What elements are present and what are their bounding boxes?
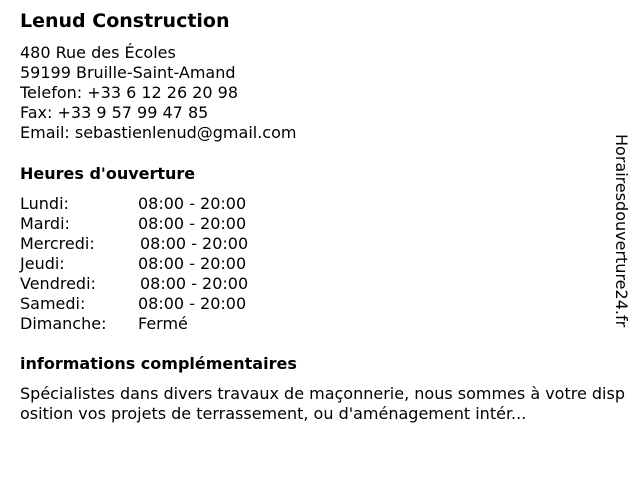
time-value: 08:00 - 20:00 xyxy=(138,294,247,313)
contact-block xyxy=(20,43,296,143)
street-address: 480 Rue des Écoles xyxy=(20,43,176,62)
day-label: Lundi: xyxy=(20,194,69,213)
phone-number: Telefon: +33 6 12 26 20 98 xyxy=(20,83,239,102)
additional-info-heading: informations complémentaires xyxy=(20,354,297,373)
city-address: 59199 Bruille-Saint-Amand xyxy=(20,63,236,82)
time-value: 08:00 - 20:00 xyxy=(140,274,249,293)
time-value: 08:00 - 20:00 xyxy=(138,254,247,273)
day-label: Mardi: xyxy=(20,214,70,233)
fax-number: Fax: +33 9 57 99 47 85 xyxy=(20,103,209,122)
site-watermark: Horairesdouverture24.fr xyxy=(612,134,631,328)
time-value: Fermé xyxy=(138,314,188,333)
time-value: 08:00 - 20:00 xyxy=(140,234,249,253)
additional-info-text: Spécialistes dans divers travaux de maçonnerie, nous sommes à votre disposition vos projets de terrassement, ou d'aménagement intér... xyxy=(20,384,625,423)
email-address: Email: sebastienlenud@gmail.com xyxy=(20,123,297,142)
day-label: Mercredi: xyxy=(20,234,95,253)
company-name: Lenud Construction xyxy=(20,10,230,32)
day-label: Dimanche: xyxy=(20,314,107,333)
opening-hours-heading: Heures d'ouverture xyxy=(20,164,196,183)
time-value: 08:00 - 20:00 xyxy=(138,214,247,233)
day-label: Samedi: xyxy=(20,294,86,313)
time-value: 08:00 - 20:00 xyxy=(138,194,247,213)
day-label: Jeudi: xyxy=(20,254,65,273)
day-label: Vendredi: xyxy=(20,274,96,293)
